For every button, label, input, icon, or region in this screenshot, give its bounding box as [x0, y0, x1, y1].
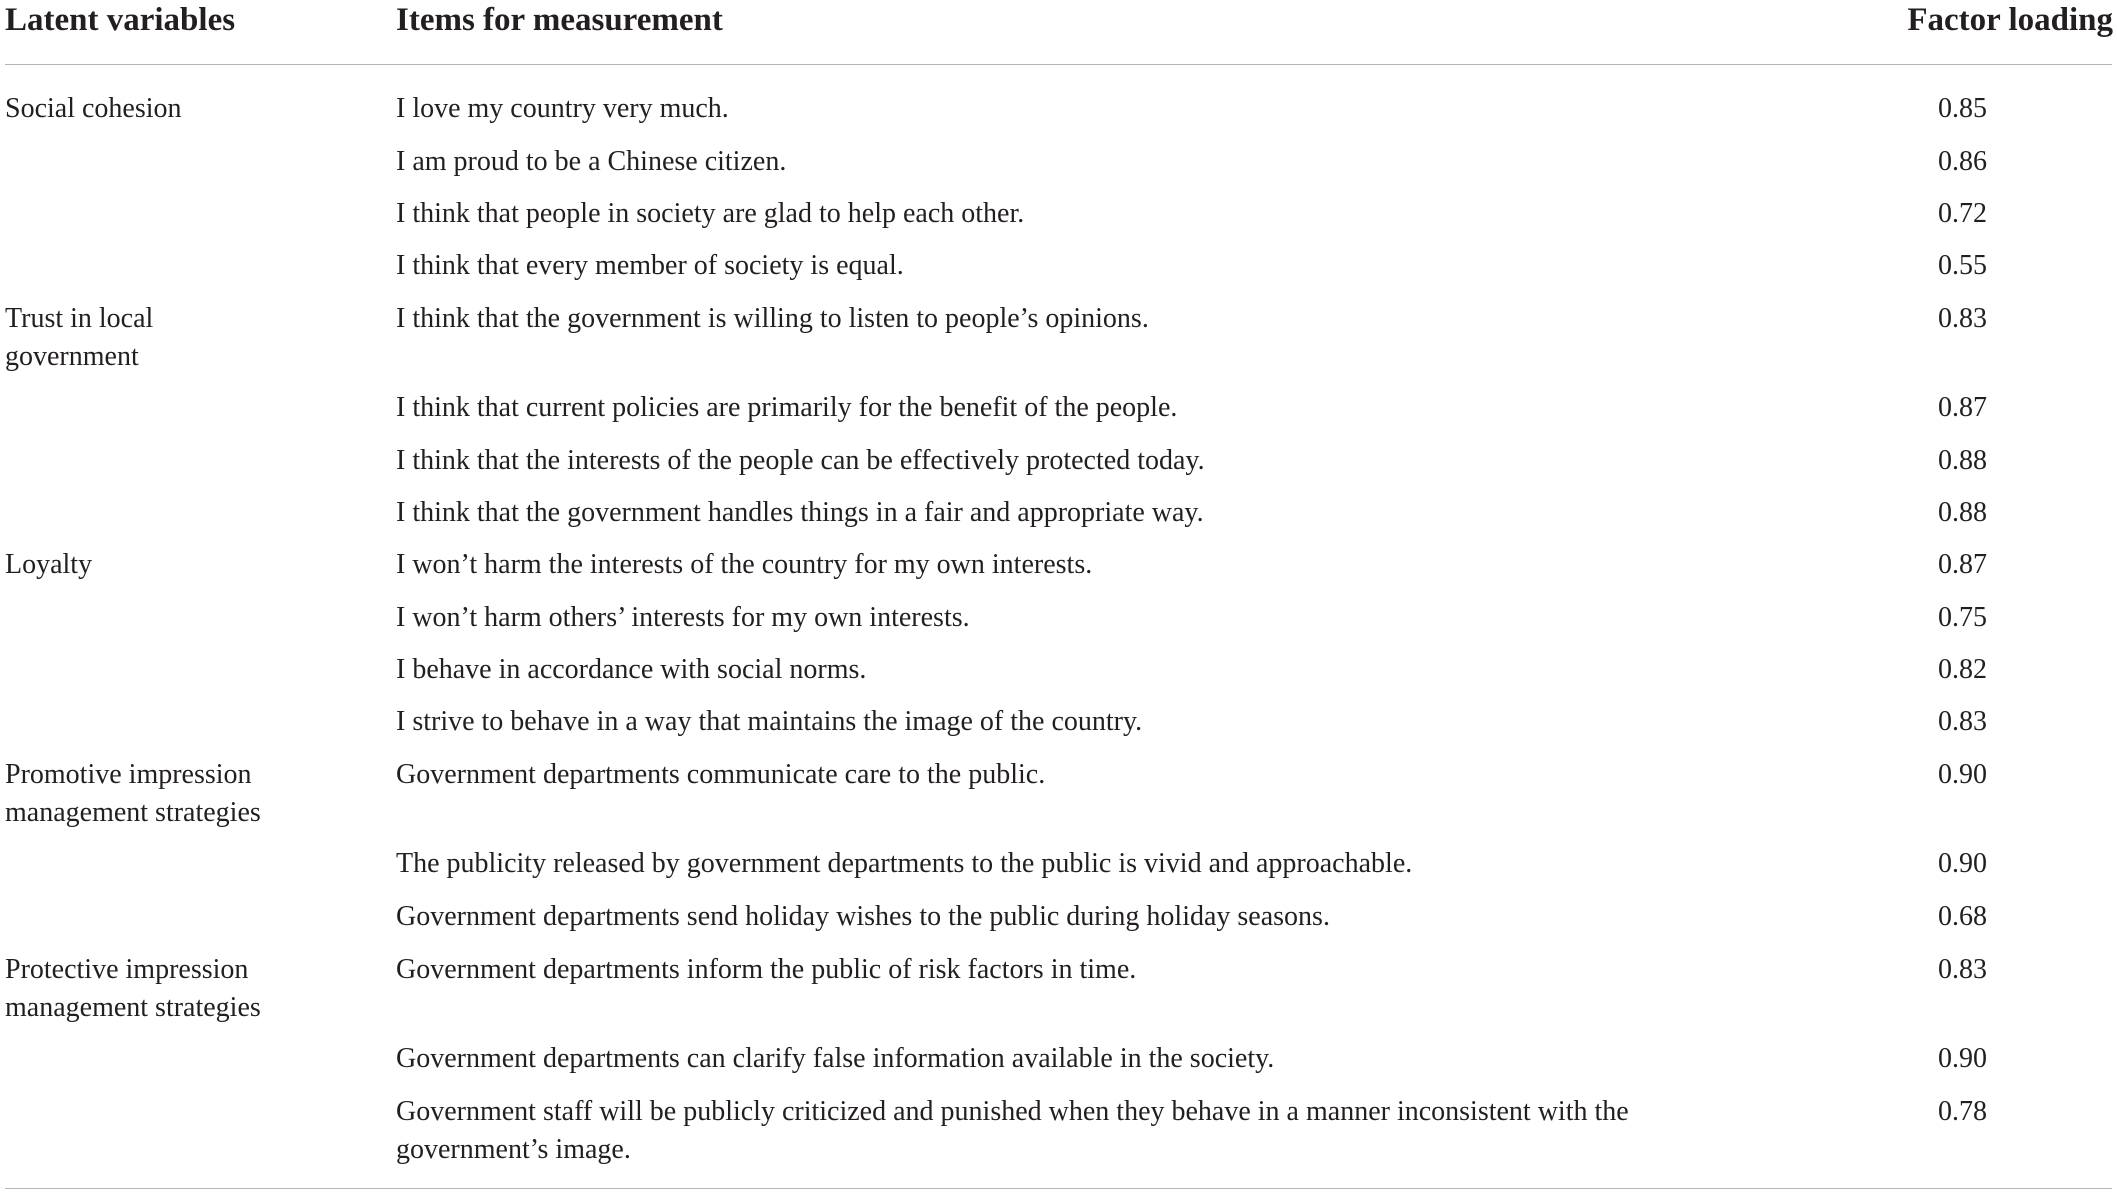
- factor-loading-cell: 0.78: [1938, 1096, 1987, 1127]
- factor-loading-cell: 0.87: [1938, 549, 1987, 580]
- factor-loading-cell: 0.55: [1938, 250, 1987, 281]
- measurement-item-cell: Government staff will be publicly criticized and punished when they behave in a manner inconsistent with the government’s image.: [396, 1096, 1629, 1165]
- measurement-item-cell: I love my country very much.: [396, 93, 729, 124]
- header-latent-variables: Latent variables: [5, 2, 236, 38]
- factor-loading-cell: 0.85: [1938, 93, 1987, 124]
- header-items-for-measurement: Items for measurement: [396, 2, 723, 38]
- measurement-item-cell: I behave in accordance with social norms.: [396, 654, 867, 685]
- factor-loading-cell: 0.72: [1938, 198, 1987, 229]
- factor-loading-cell: 0.83: [1938, 303, 1987, 334]
- measurement-item-cell: Government departments communicate care to the public.: [396, 759, 1046, 790]
- latent-variable-cell: Protective impression management strategies: [5, 954, 261, 1023]
- factor-loading-cell: 0.88: [1938, 497, 1987, 528]
- measurement-item-cell: I think that current policies are primarily for the benefit of the people.: [396, 392, 1178, 423]
- measurement-item-cell: I won’t harm the interests of the country for my own interests.: [396, 549, 1093, 580]
- header-rule: [5, 64, 2112, 65]
- factor-loading-cell: 0.82: [1938, 654, 1987, 685]
- measurement-item-cell: I strive to behave in a way that maintains the image of the country.: [396, 706, 1143, 737]
- bottom-rule: [5, 1188, 2112, 1189]
- measurement-item-cell: Government departments can clarify false information available in the society.: [396, 1043, 1275, 1074]
- factor-loading-cell: 0.87: [1938, 392, 1987, 423]
- factor-loading-cell: 0.86: [1938, 146, 1987, 177]
- factor-loading-cell: 0.75: [1938, 602, 1987, 633]
- factor-loading-cell: 0.90: [1938, 848, 1987, 879]
- factor-loading-cell: 0.68: [1938, 901, 1987, 932]
- measurement-item-cell: I think that the government is willing to listen to people’s opinions.: [396, 303, 1149, 334]
- factor-loading-cell: 0.83: [1938, 954, 1987, 985]
- measurement-item-cell: Government departments send holiday wishes to the public during holiday seasons.: [396, 901, 1330, 932]
- latent-variable-cell: Trust in local government: [5, 303, 154, 372]
- factor-loading-cell: 0.88: [1938, 445, 1987, 476]
- measurement-item-cell: I won’t harm others’ interests for my own interests.: [396, 602, 970, 633]
- latent-variable-cell: Loyalty: [5, 549, 93, 580]
- factor-loading-cell: 0.83: [1938, 706, 1987, 737]
- table-header: [0, 0, 2117, 40]
- measurement-item-cell: The publicity released by government departments to the public is vivid and approachable.: [396, 848, 1413, 879]
- latent-variable-cell: Social cohesion: [5, 93, 182, 124]
- factor-loading-cell: 0.90: [1938, 759, 1987, 790]
- measurement-item-cell: I think that the interests of the people can be effectively protected today.: [396, 445, 1205, 476]
- measurement-item-cell: I think that the government handles things in a fair and appropriate way.: [396, 497, 1204, 528]
- measurement-item-cell: I think that every member of society is equal.: [396, 250, 904, 281]
- factor-loading-cell: 0.90: [1938, 1043, 1987, 1074]
- latent-variable-cell: Promotive impression management strategies: [5, 759, 261, 828]
- header-factor-loading: Factor loading: [1907, 2, 2113, 38]
- measurement-item-cell: I think that people in society are glad to help each other.: [396, 198, 1025, 229]
- measurement-item-cell: Government departments inform the public of risk factors in time.: [396, 954, 1137, 985]
- measurement-item-cell: I am proud to be a Chinese citizen.: [396, 146, 787, 177]
